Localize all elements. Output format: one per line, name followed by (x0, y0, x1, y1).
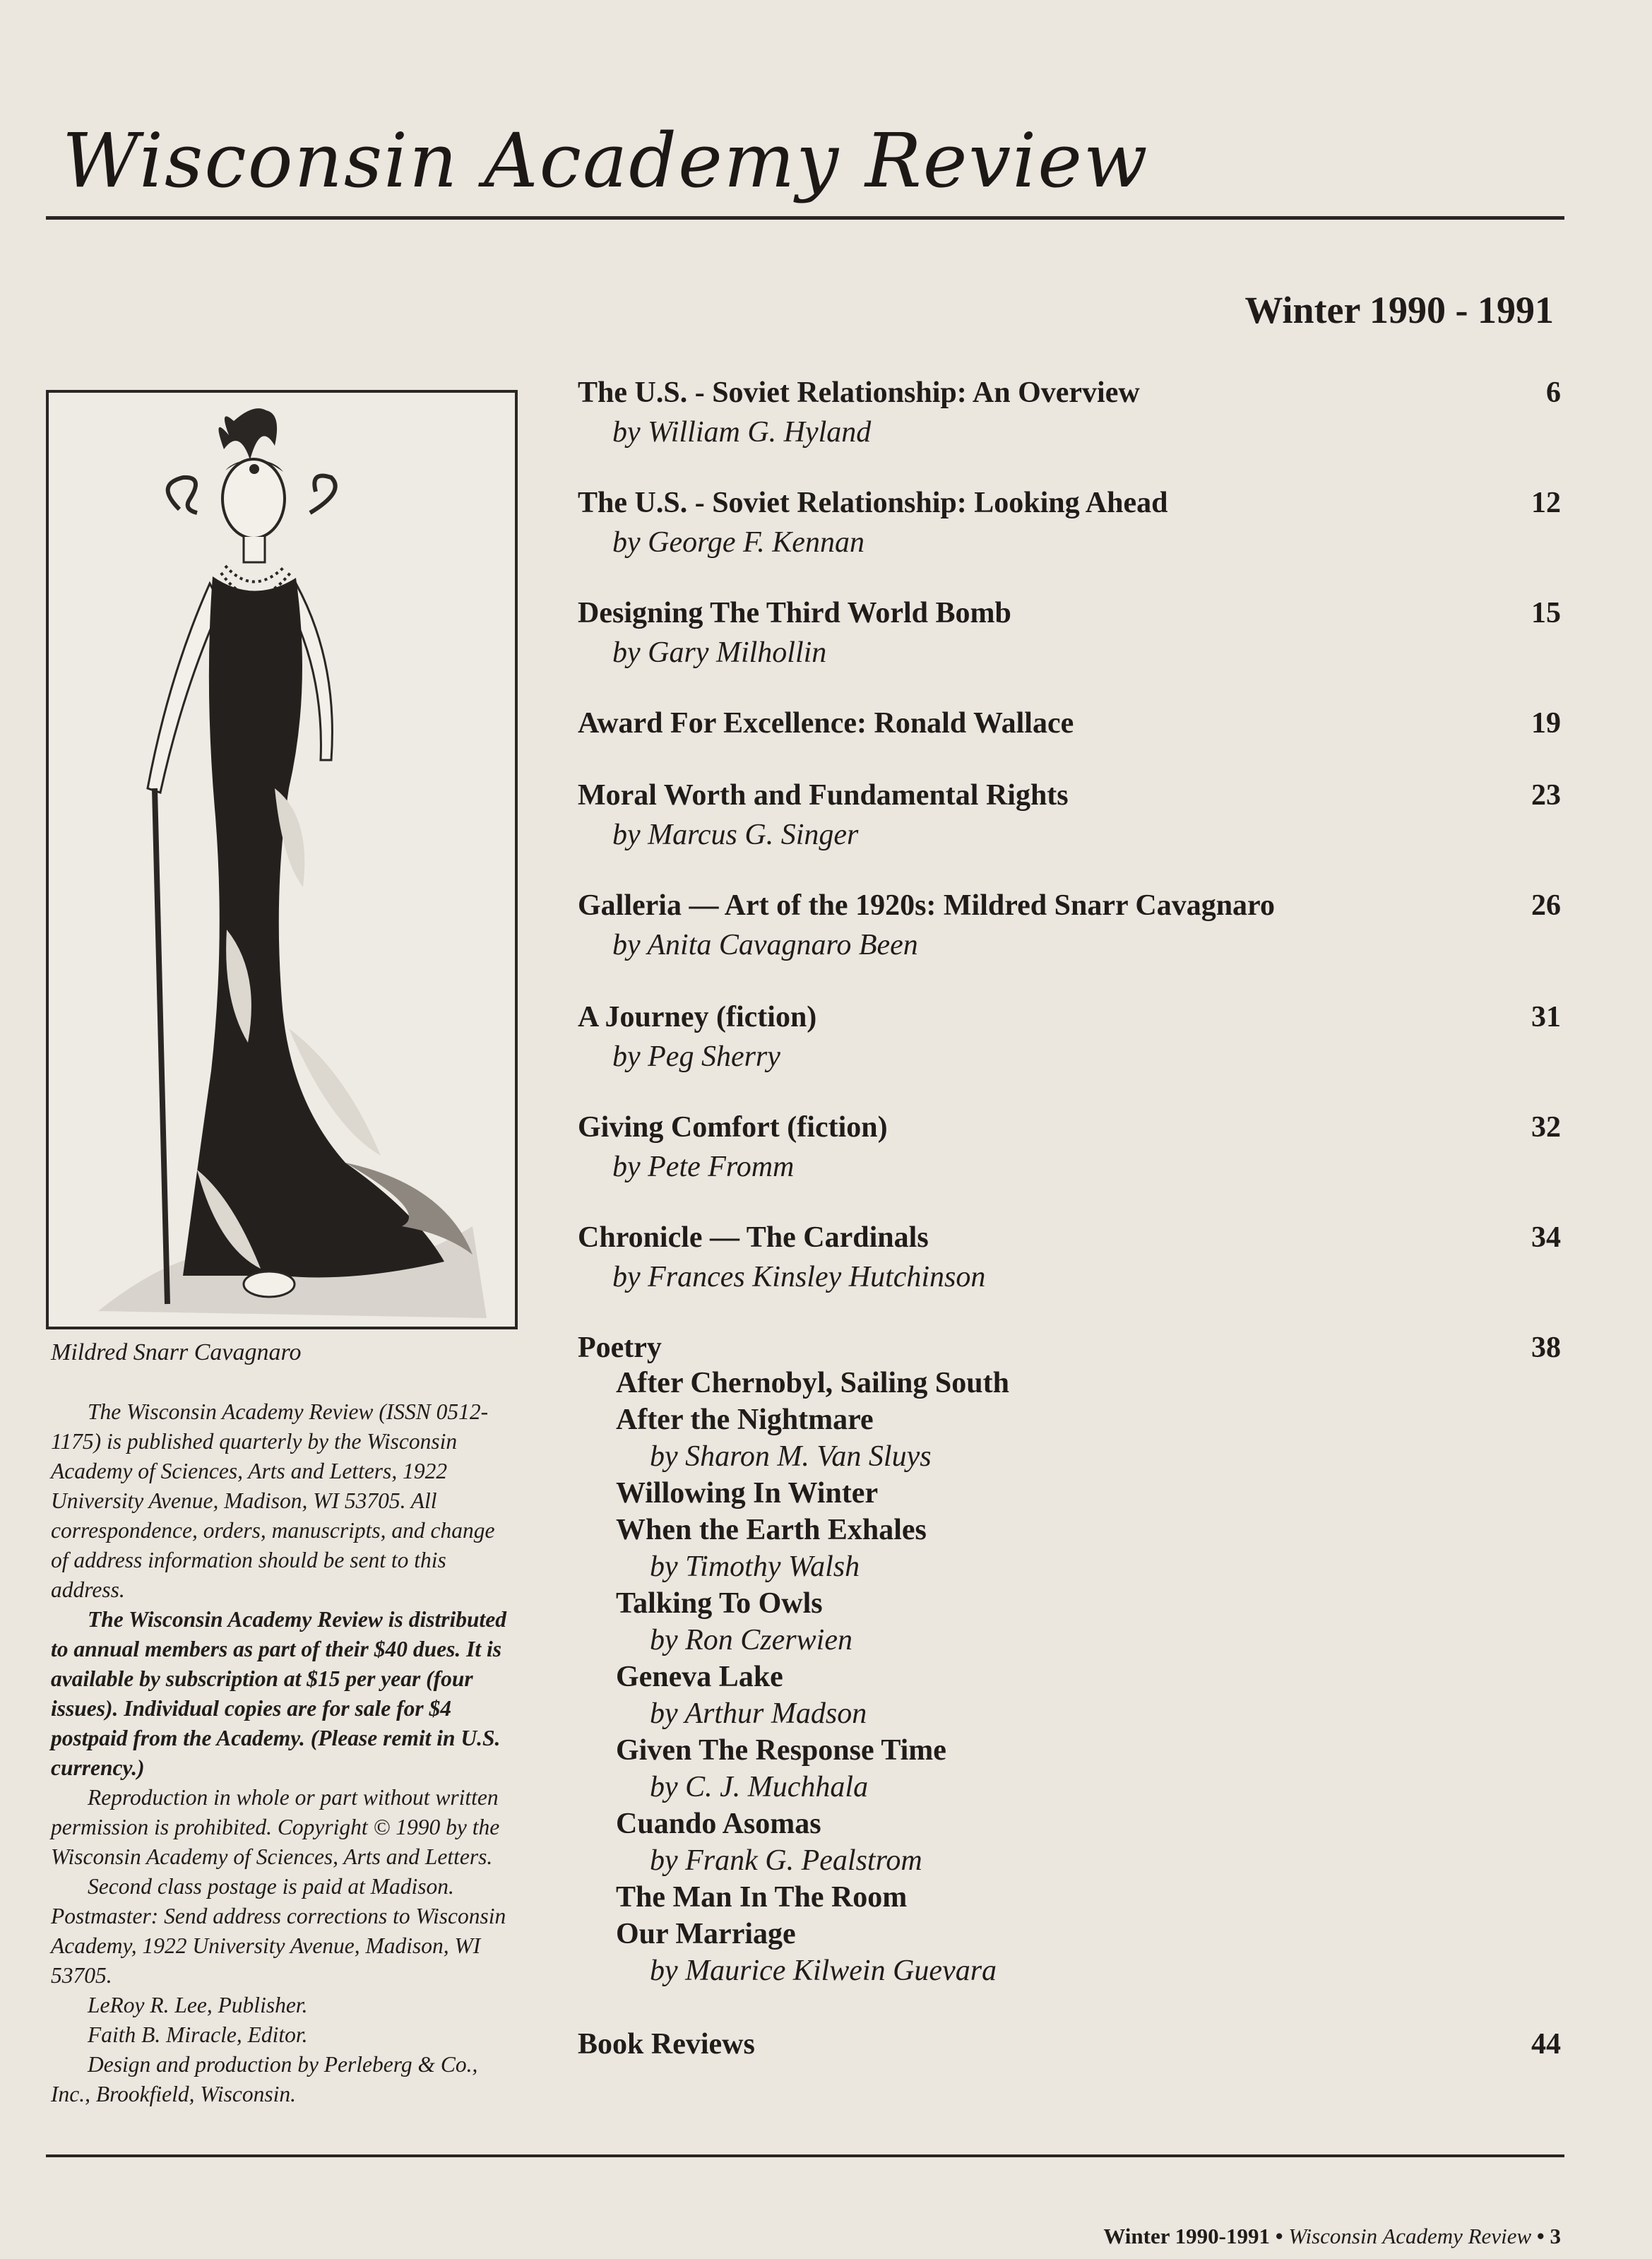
colophon-editor: Faith B. Miracle, Editor. (88, 2022, 308, 2047)
poetry-page: 38 (1531, 1332, 1561, 1364)
poem-author: by Frank G. Pealstrom (650, 1844, 922, 1877)
footer-rule (46, 2154, 1564, 2157)
colophon-postage: Second class postage is paid at Madison. Postmaster: Send address corrections to Wisconsin Academy, 1922 University Avenue, Madison, WI 53705. (51, 1874, 506, 1988)
colophon-publisher: LeRoy R. Lee, Publisher. (88, 1993, 308, 2017)
poem-author: by Arthur Madson (650, 1697, 867, 1730)
colophon-copyright: Reproduction in whole or part without written permission is prohibited. Copyright © 1990 by the Wisconsin Academy of Sciences, Arts and Letters. (51, 1785, 500, 1869)
toc-author: by Anita Cavagnaro Been (612, 929, 918, 961)
toc-page: 26 (1531, 889, 1561, 922)
poem-author: by Sharon M. Van Sluys (650, 1440, 932, 1473)
colophon-membership-info: The Wisconsin Academy Review is distributed to annual members as part of their $40 dues. It is available by subscription at $15 per year (four issues). Individual copies are for sale for $4 postpaid from the Academy. (Please remit in U.S. currency.) (51, 1607, 506, 1780)
toc-title: A Journey (fiction) (578, 1001, 817, 1033)
illustration-caption: Mildred Snarr Cavagnaro (51, 1339, 302, 1365)
toc-title: Chronicle — The Cardinals (578, 1221, 929, 1254)
poem-title: Cuando Asomas (616, 1808, 821, 1840)
book-reviews-page: 44 (1531, 2028, 1561, 2061)
poem-title: Geneva Lake (616, 1661, 783, 1693)
toc-title: Designing The Third World Bomb (578, 597, 1011, 629)
art-deco-woman-illustration-icon (49, 393, 515, 1327)
colophon (51, 1397, 511, 2109)
toc-author: by Peg Sherry (612, 1040, 780, 1073)
toc-title: Moral Worth and Fundamental Rights (578, 779, 1069, 812)
toc-page: 19 (1531, 707, 1561, 740)
toc-title: Award For Excellence: Ronald Wallace (578, 707, 1074, 740)
poetry-heading: Poetry (578, 1332, 662, 1364)
poem-title: Talking To Owls (616, 1587, 823, 1620)
masthead-title: Wisconsin Academy Review (62, 117, 1149, 204)
poem-author: by Ron Czerwien (650, 1624, 852, 1656)
poem-title: Given The Response Time (616, 1734, 946, 1767)
colophon-publisher-info: The Wisconsin Academy Review (ISSN 0512-1175) is published quarterly by the Wisconsin Academy of Sciences, Arts and Letters, 1922 University Avenue, Madison, WI 53705. All correspondence, orders, manuscripts, and change of address information should be sent to this address. (51, 1399, 495, 1602)
issue-date: Winter 1990 - 1991 (1244, 289, 1554, 331)
poem-author: by Maurice Kilwein Guevara (650, 1955, 997, 1987)
toc-page: 32 (1531, 1111, 1561, 1144)
poem-title: The Man In The Room (616, 1881, 908, 1914)
masthead-rule (46, 216, 1564, 220)
page-footer (975, 2224, 1561, 2249)
toc-title: Galleria — Art of the 1920s: Mildred Snarr Cavagnaro (578, 889, 1275, 922)
poem-title: When the Earth Exhales (616, 1514, 927, 1546)
toc-author: by George F. Kennan (612, 526, 864, 559)
toc-author: by Marcus G. Singer (612, 819, 859, 851)
illustration-frame (46, 390, 518, 1329)
colophon-design-credit: Design and production by Perleberg & Co., Inc., Brookfield, Wisconsin. (51, 2052, 478, 2106)
poem-title: Our Marriage (616, 1918, 796, 1950)
toc-author: by Frances Kinsley Hutchinson (612, 1261, 986, 1293)
toc-page: 23 (1531, 779, 1561, 812)
toc-author: by Pete Fromm (612, 1151, 795, 1183)
poem-title: After the Nightmare (616, 1404, 874, 1436)
toc-title: Giving Comfort (fiction) (578, 1111, 888, 1144)
poem-author: by Timothy Walsh (650, 1551, 860, 1583)
footer-journal: Wisconsin Academy Review (1288, 2224, 1532, 2248)
toc-page: 31 (1531, 1001, 1561, 1033)
toc-author: by William G. Hyland (612, 416, 872, 449)
toc-page: 6 (1546, 376, 1561, 409)
toc-page: 12 (1531, 487, 1561, 519)
poem-author: by C. J. Muchhala (650, 1771, 869, 1803)
poem-title: Willowing In Winter (616, 1477, 879, 1510)
toc-author: by Gary Milhollin (612, 636, 827, 669)
book-reviews-title: Book Reviews (578, 2028, 755, 2061)
footer-page-number: • 3 (1536, 2224, 1561, 2248)
toc-title: The U.S. - Soviet Relationship: An Overview (578, 376, 1140, 409)
footer-issue: Winter 1990-1991 • (1103, 2224, 1283, 2248)
toc-title: The U.S. - Soviet Relationship: Looking Ahead (578, 487, 1168, 519)
toc-page: 15 (1531, 597, 1561, 629)
toc-page: 34 (1531, 1221, 1561, 1254)
poem-title: After Chernobyl, Sailing South (616, 1367, 1009, 1399)
